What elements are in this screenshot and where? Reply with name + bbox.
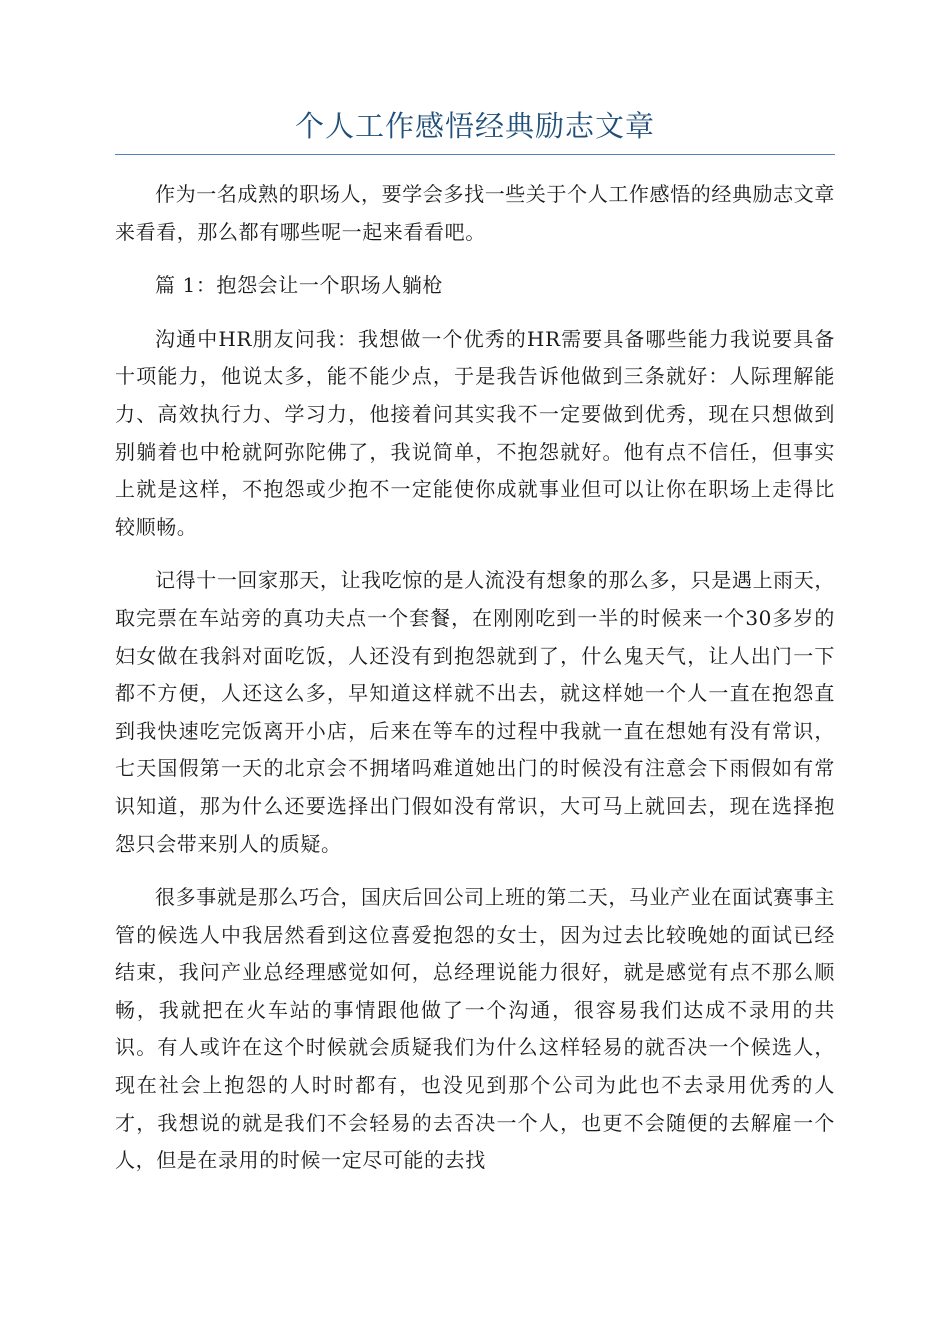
- paragraph-interview-story: 很多事就是那么巧合，国庆后回公司上班的第二天，马业产业在面试赛事主管的候选人中我居然看到这位喜爱抱怨的女士，因为过去比较晚她的面试已经结束，我问产业总经理感觉如何，总经理说能力很好，就是感觉有点不那么顺畅，我就把在火车站的事情跟他做了一个沟通，很容易我们达成不录用的共识。有人或许在这个时候就会质疑我们为什么这样轻易的就否决一个候选人，现在社会上抱怨的人时时都有，也没见到那个公司为此也不去录用优秀的人才，我想说的就是我们不会轻易的去否决一个人，也更不会随便的去解雇一个人，但是在录用的时候一定尽可能的去找: [115, 885, 835, 1173]
- paragraph-intro: 作为一名成熟的职场人，要学会多找一些关于个人工作感悟的经典励志文章来看看，那么都有哪些呢一起来看看吧。: [115, 182, 835, 244]
- paragraph-hr-conversation: 沟通中HR朋友问我：我想做一个优秀的HR需要具备哪些能力我说要具备十项能力，他说太多，能不能少点，于是我告诉他做到三条就好：人际理解能力、高效执行力、学习力，他接着问其实我不一定要做到优秀，现在只想做到别躺着也中枪就阿弥陀佛了，我说简单，不抱怨就好。他有点不信任，但事实上就是这样，不抱怨或少抱不一定能使你成就事业但可以让你在职场上走得比较顺畅。: [115, 326, 835, 539]
- title-block: [115, 106, 835, 146]
- title-underline: [115, 154, 835, 155]
- document-title: 个人工作感悟经典励志文章: [294, 109, 655, 143]
- document-body: [115, 176, 835, 1196]
- section-heading: 篇 1：抱怨会让一个职场人躺枪: [155, 273, 444, 298]
- paragraph-station-story: 记得十一回家那天，让我吃惊的是人流没有想象的那么多，只是遇上雨天，取完票在车站旁的真功夫点一个套餐，在刚刚吃到一半的时候来一个30多岁的妇女做在我斜对面吃饭，人还没有到抱怨就到了，什么鬼天气，让人出门一下都不方便，人还这么多，早知道这样就不出去，就这样她一个人一直在抱怨直到我快速吃完饭离开小店，后来在等车的过程中我就一直在想她有没有常识，七天国假第一天的北京会不拥堵吗难道她出门的时候没有注意会下雨假如有常识知道，那为什么还要选择出门假如没有常识，大可马上就回去，现在选择抱怨只会带来别人的质疑。: [115, 568, 835, 856]
